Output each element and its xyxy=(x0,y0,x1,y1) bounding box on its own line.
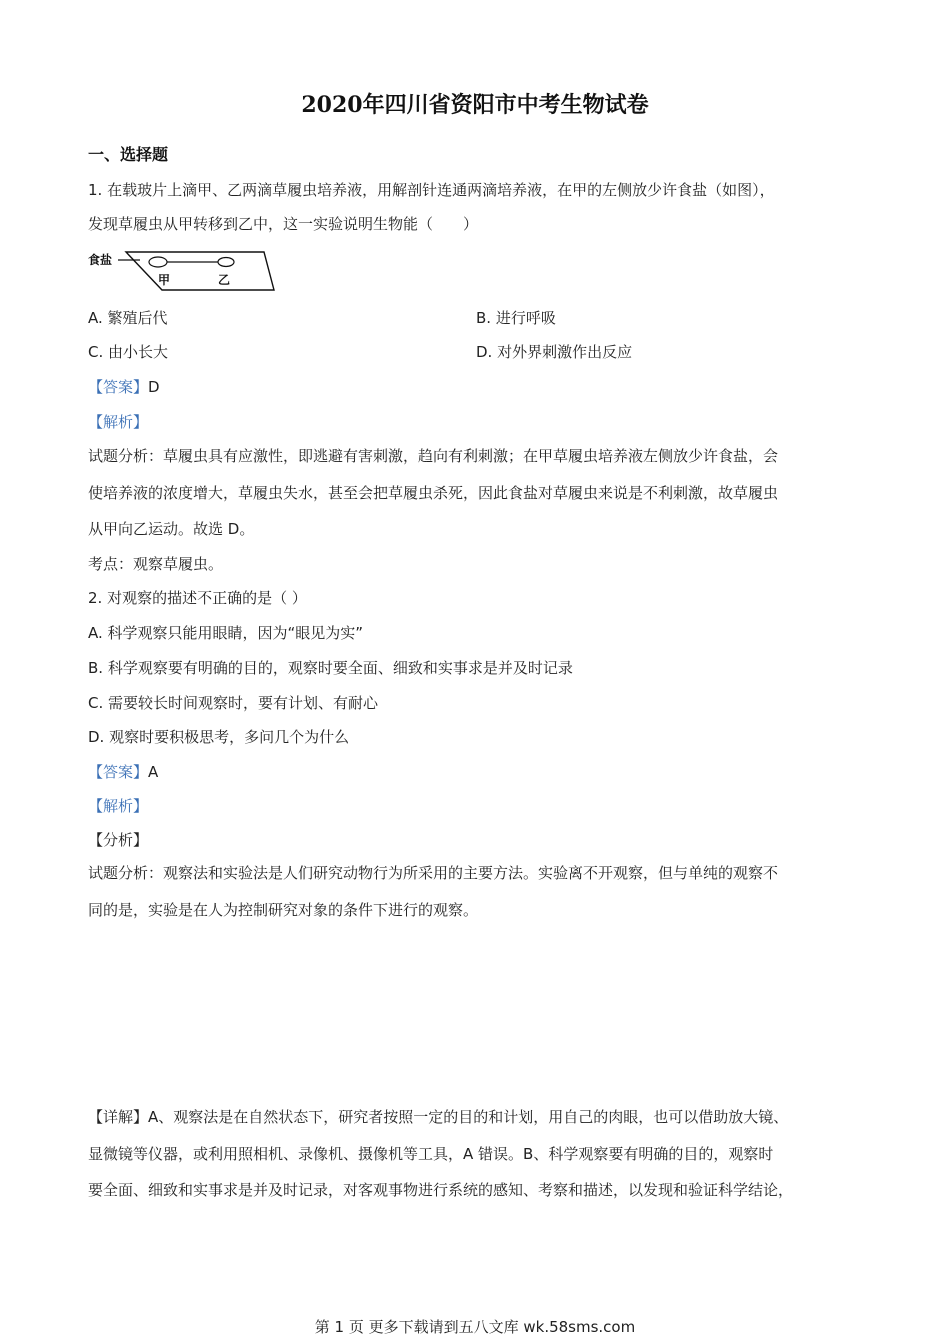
q1-stem-line2: 发现草履虫从甲转移到乙中，这一实验说明生物能（ ） xyxy=(88,215,479,233)
q1-point: 考点：观察草履虫。 xyxy=(88,555,224,573)
q2-option-c: C. 需要较长时间观察时，要有计划、有耐心 xyxy=(88,694,379,712)
q2-detail-line3: 要全面、细致和实事求是并及时记录，对客观事物进行系统的感知、考察和描述，以发现和验证科学结论， xyxy=(88,1181,794,1199)
page-title: 2020年四川省资阳市中考生物试卷 xyxy=(301,92,649,118)
q2-analysis-line1: 试题分析：观察法和实验法是人们研究动物行为所采用的主要方法。实验离不开观察，但与单纯的观察不 xyxy=(88,864,779,882)
section-heading: 一、选择题 xyxy=(88,145,169,164)
q2-analysis-line2: 同的是，实验是在人为控制研究对象的条件下进行的观察。 xyxy=(88,901,479,919)
q2-analysis-tag: 【解析】 xyxy=(88,797,149,815)
slide-figure xyxy=(88,246,278,296)
drop-right xyxy=(218,258,234,267)
q1-option-b: B. 进行呼吸 xyxy=(476,309,556,327)
figure-right-label: 乙 xyxy=(218,273,231,287)
answer-tag: 【答案】 xyxy=(88,763,149,781)
q2-detail-line1: 【详解】A、观察法是在自然状态下，研究者按照一定的目的和计划，用自己的肉眼，也可以借助放大镜、 xyxy=(88,1108,789,1126)
q1-analysis-line2: 使培养液的浓度增大，草履虫失水，甚至会把草履虫杀死，因此食盐对草履虫来说是不利刺激，故草履虫 xyxy=(88,484,779,502)
q1-stem-line1: 1. 在载玻片上滴甲、乙两滴草履虫培养液，用解剖针连通两滴培养液，在甲的左侧放少许食盐（如图）， xyxy=(88,181,775,199)
figure-salt-label: 食盐 xyxy=(88,253,113,267)
q2-detail-line2: 显微镜等仪器，或利用照相机、录像机、摄像机等工具，A 错误。B、科学观察要有明确的目的，观察时 xyxy=(88,1145,774,1163)
q1-option-a: A. 繁殖后代 xyxy=(88,309,168,327)
q2-option-b: B. 科学观察要有明确的目的，观察时要全面、细致和实事求是并及时记录 xyxy=(88,659,573,677)
q1-analysis-tag: 【解析】 xyxy=(88,413,149,431)
q1-analysis-line1: 试题分析：草履虫具有应激性，即逃避有害刺激，趋向有利刺激；在甲草履虫培养液左侧放少许食盐，会 xyxy=(88,447,779,465)
q2-stem: 2. 对观察的描述不正确的是（ ） xyxy=(88,589,307,607)
answer-tag: 【答案】 xyxy=(88,378,149,396)
q2-fenxi-tag: 【分析】 xyxy=(88,831,149,849)
drop-left xyxy=(149,257,167,267)
q1-answer-line xyxy=(88,377,160,397)
q2-answer-line xyxy=(88,762,158,782)
q2-option-a: A. 科学观察只能用眼睛，因为“眼见为实” xyxy=(88,624,364,642)
figure-left-label: 甲 xyxy=(158,273,171,287)
q1-option-c: C. 由小长大 xyxy=(88,343,169,361)
slide-outline xyxy=(126,252,274,290)
q2-option-d: D. 观察时要积极思考，多问几个为什么 xyxy=(88,728,350,746)
q2-answer: A xyxy=(148,763,159,781)
q1-answer: D xyxy=(148,378,160,396)
q1-analysis-line3: 从甲向乙运动。故选 D。 xyxy=(88,520,255,538)
q1-option-d: D. 对外界刺激作出反应 xyxy=(476,343,633,361)
page-footer: 第 1 页 更多下载请到五八文库 wk.58sms.com xyxy=(314,1318,636,1336)
